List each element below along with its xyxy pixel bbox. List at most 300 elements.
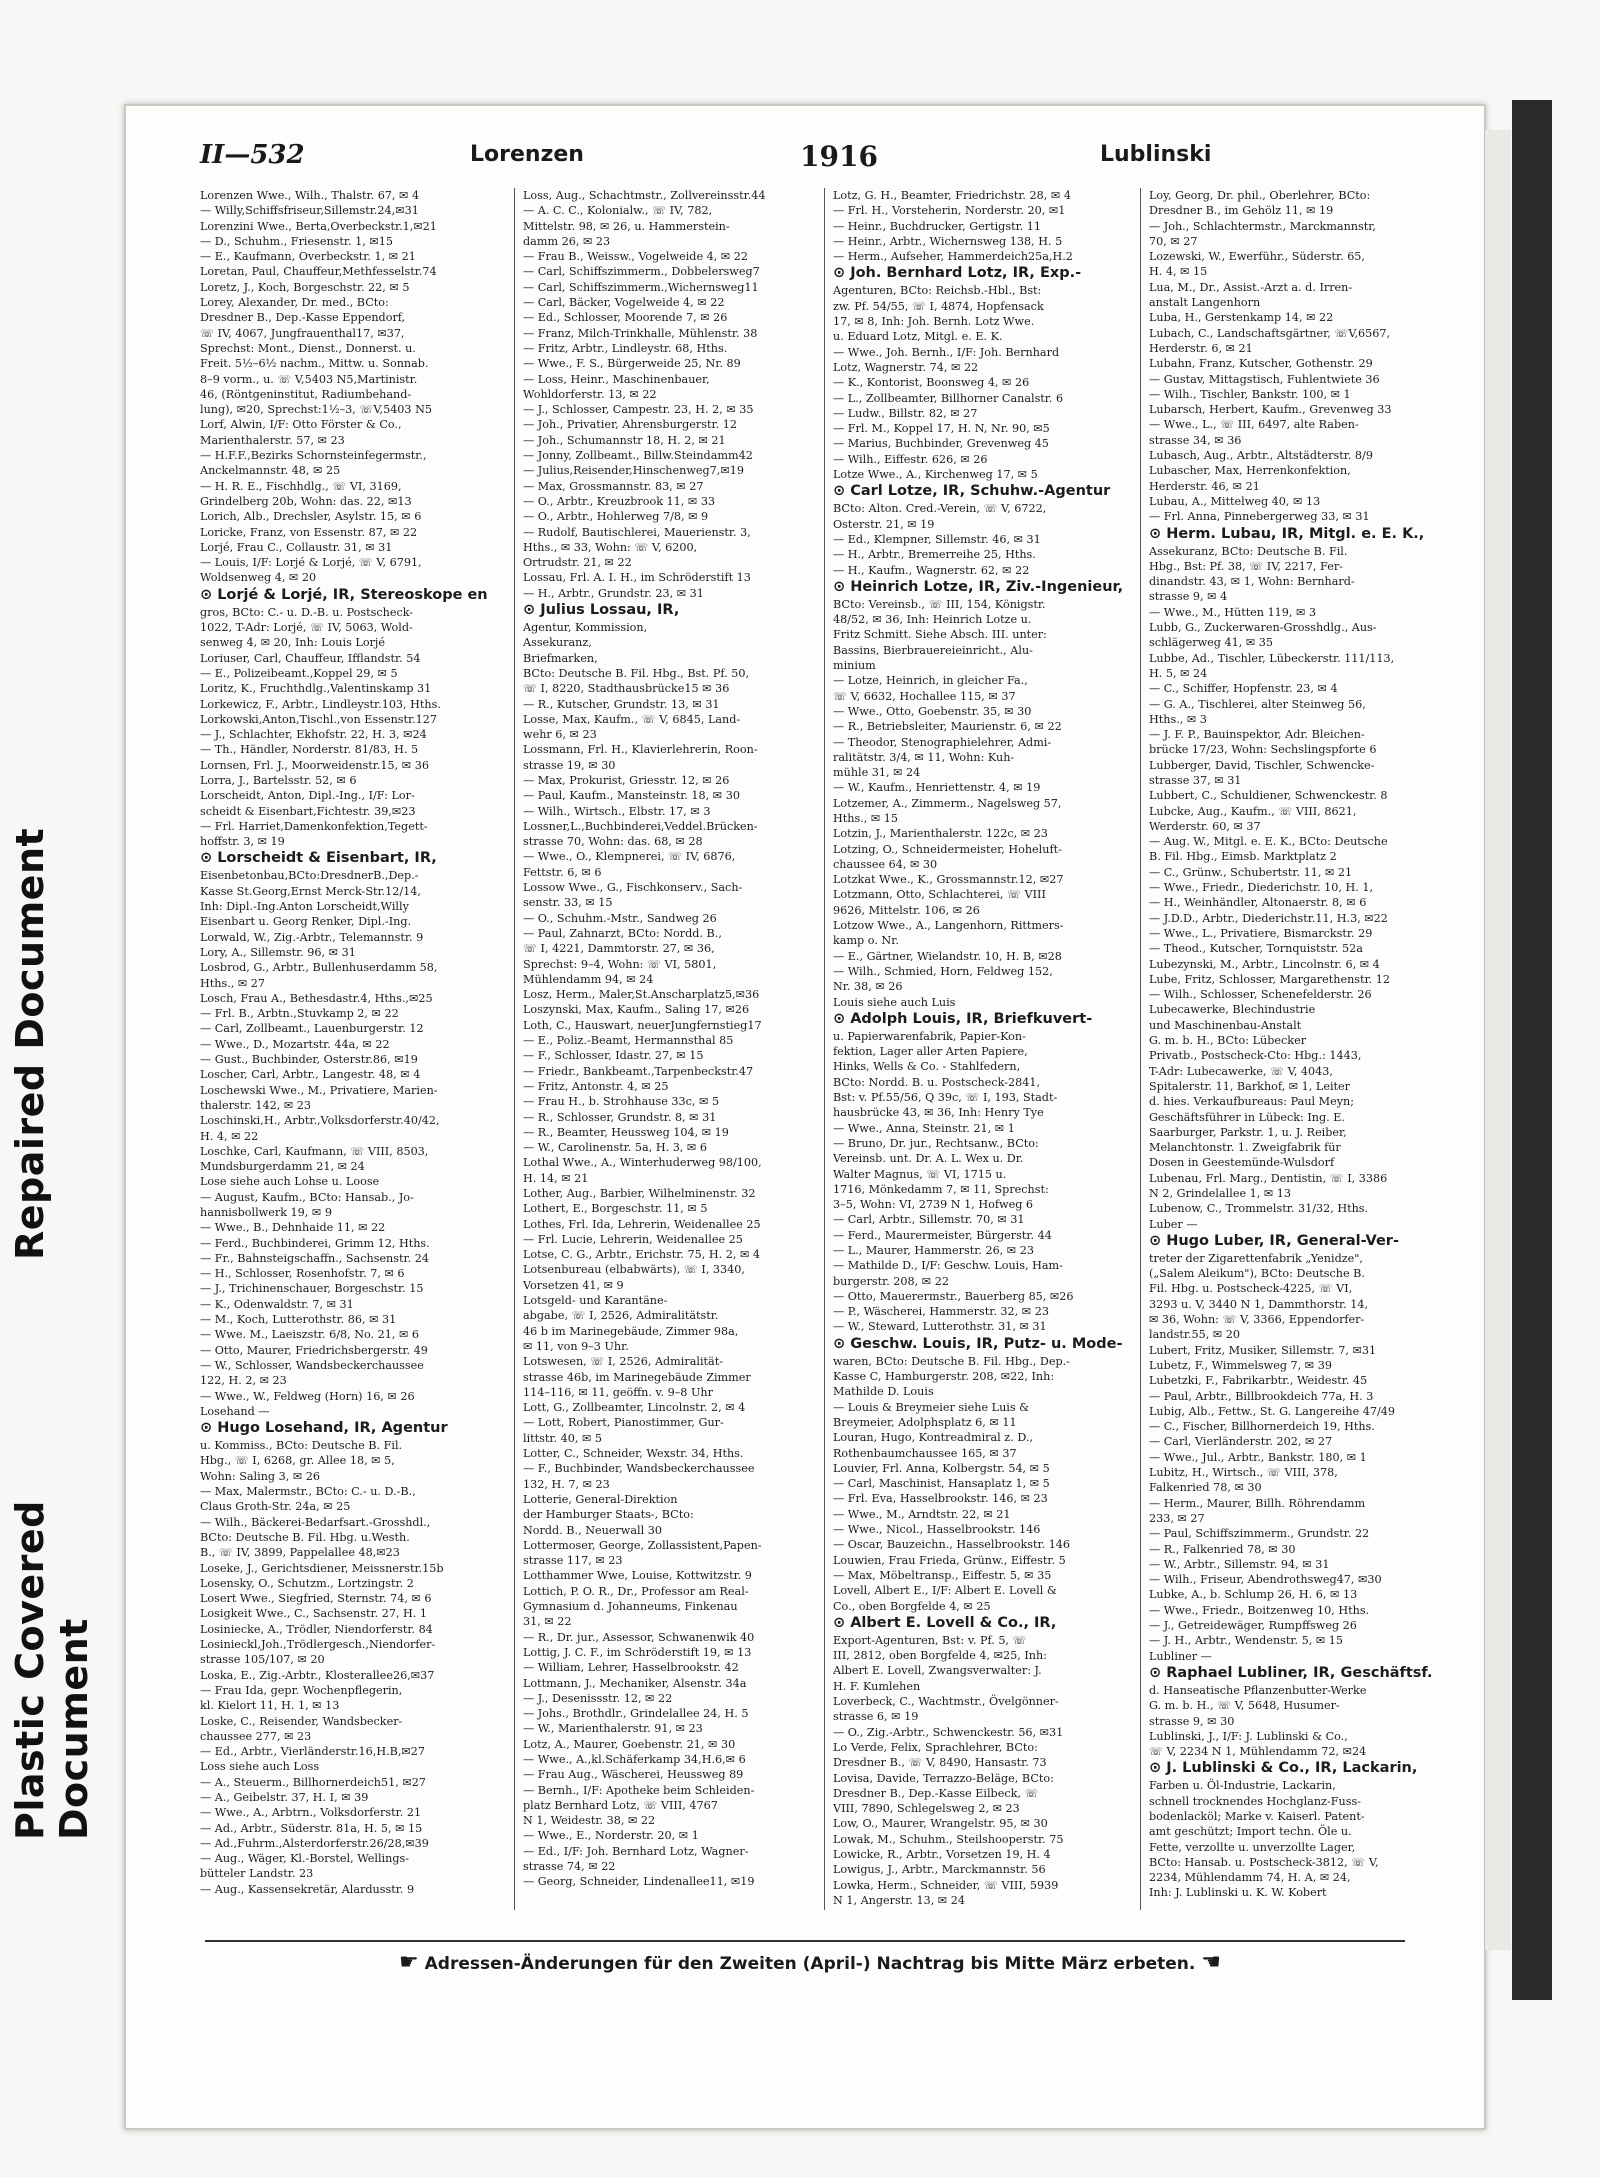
directory-entry: — E., Polizeibeamt.,Koppel 29, ✉ 5 (200, 666, 398, 680)
plastic-covered-label: Plastic Covered Document (8, 1500, 96, 1840)
directory-entry: — C., Fischer, Billhornerdeich 19, Hths. (1149, 1420, 1375, 1434)
directory-entry: N 2, Grindelallee 1, ✉ 13 (1149, 1187, 1292, 1200)
directory-entry: — Carl, Bäcker, Vogelweide 4, ✉ 22 (523, 296, 725, 310)
directory-entry: — Ludw., Billstr. 82, ✉ 27 (833, 406, 978, 420)
directory-entry: Lube, Fritz, Schlosser, Margarethenstr. 12 (1149, 972, 1391, 986)
directory-entry: waren, BCto: Deutsche B. Fil. Hbg., Dep.- (833, 1354, 1070, 1368)
directory-entry: Losz, Herm., Maler,St.Anscharplatz5,✉36 (523, 988, 760, 1002)
directory-entry: Lossau, Frl. A. I. H., im Schröderstift 13 (523, 571, 751, 585)
directory-entry: — Wwe., Anna, Steinstr. 21, ✉ 1 (833, 1121, 1015, 1135)
directory-entry: Loth, C., Hauswart, neuerJungfernstieg17 (523, 1018, 762, 1032)
directory-entry: — Wwe., O., Klempnerei, ☏ IV, 6876, (523, 850, 736, 864)
directory-entry: Briefmarken, (523, 651, 598, 665)
directory-entry: — Max, Malermstr., BCto: C.- u. D.-B., (200, 1485, 416, 1499)
directory-entry: Mittelstr. 98, ✉ 26, u. Hammerstein- (523, 219, 730, 233)
directory-entry: Werderstr. 60, ✉ 37 (1149, 819, 1261, 833)
directory-entry: Fettstr. 6, ✉ 6 (523, 865, 602, 879)
directory-entry: Lorjé, Frau C., Collaustr. 31, ✉ 31 (200, 540, 393, 554)
directory-entry: — J. H., Arbtr., Wendenstr. 5, ✉ 15 (1149, 1634, 1344, 1648)
directory-entry: B. Fil. Hbg., Eimsb. Marktplatz 2 (1149, 850, 1337, 864)
directory-entry: Lubberger, David, Tischler, Schwencke- (1149, 758, 1375, 772)
directory-entry: — Frau H., b. Strohhause 33c, ✉ 5 (523, 1095, 720, 1109)
directory-entry: — F., Schlosser, Idastr. 27, ✉ 15 (523, 1049, 704, 1063)
directory-entry: — Wilh., Bäckerei-Bedarfsart.-Grosshdl., (200, 1515, 431, 1529)
directory-entry: Lottich, P. O. R., Dr., Professor am Real- (523, 1584, 749, 1598)
directory-entry: landstr.55, ✉ 20 (1149, 1328, 1241, 1342)
directory-entry: — Ed., Schlosser, Moorende 7, ✉ 26 (523, 311, 728, 325)
directory-entry: BCto: Hansab. u. Postscheck-3812, ☏ V, (1149, 1855, 1379, 1869)
directory-entry: Nr. 38, ✉ 26 (833, 980, 903, 994)
directory-entry: Sprechst: 9–4, Wohn: ☏ VI, 5801, (523, 957, 717, 971)
directory-entry: BCto: Alton. Cred.-Verein, ☏ V, 6722, (833, 502, 1047, 516)
directory-entry: — K., Odenwaldstr. 7, ✉ 31 (200, 1297, 354, 1311)
directory-entry: — Aug. W., Mitgl. e. E. K., BCto: Deutsche (1149, 835, 1388, 849)
directory-entry: Lossner,L.,Buchbinderei,Veddel.Brücken- (523, 819, 758, 833)
directory-entry: Lothes, Frl. Ida, Lehrerin, Weidenallee 25 (523, 1217, 761, 1231)
directory-entry: Inh: J. Lublinski u. K. W. Kobert (1149, 1886, 1327, 1900)
directory-entry: ⊙ Raphael Lubliner, IR, Geschäftsf. (1149, 1664, 1433, 1681)
directory-entry: Loss siehe auch Loss (200, 1760, 320, 1774)
directory-entry: Dresdner B., Dep.-Kasse Eppendorf, (200, 311, 406, 325)
directory-entry: — Wwe., Nicol., Hasselbrookstr. 146 (833, 1523, 1041, 1537)
directory-entry: strasse 6, ✉ 19 (833, 1710, 919, 1724)
directory-entry: — Paul, Arbtr., Billbrookdeich 77a, H. 3 (1149, 1389, 1374, 1403)
directory-entry: Loszynski, Max, Kaufm., Saling 17, ✉26 (523, 1003, 750, 1017)
directory-entry: 2234, Mühlendamm 74, H. A, ✉ 24, (1149, 1871, 1351, 1885)
directory-entry: Lubig, Alb., Fettw., St. G. Langereihe 47/49 (1149, 1404, 1395, 1418)
directory-entry: — Wwe., D., Mozartstr. 44a, ✉ 22 (200, 1037, 390, 1051)
directory-entry: — Fritz, Arbtr., Lindleystr. 68, Hths. (523, 341, 728, 355)
directory-entry: Lorkewicz, F., Arbtr., Lindleystr.103, Hths. (200, 697, 441, 711)
directory-entry: — Wwe., A.,kl.Schäferkamp 34,H.6,✉ 6 (523, 1752, 746, 1766)
footer-rule (205, 1940, 1405, 1942)
directory-entry: u. Kommiss., BCto: Deutsche B. Fil. (200, 1439, 403, 1453)
pointing-hand-left-icon: ☚ (1201, 1950, 1222, 1975)
directory-entry: — Frau Aug., Wäscherei, Heussweg 89 (523, 1768, 744, 1782)
directory-entry: Lubahn, Franz, Kutscher, Gothenstr. 29 (1149, 357, 1373, 371)
directory-entry: Falkenried 78, ✉ 30 (1149, 1481, 1262, 1495)
directory-entry: Lotterie, General-Direktion (523, 1492, 678, 1506)
directory-entry: — Bernh., I/F: Apotheke beim Schleiden- (523, 1783, 755, 1797)
directory-entry: — E., Gärtner, Wielandstr. 10, H. B, ✉28 (833, 949, 1062, 963)
directory-entry: Fritz Schmitt. Siehe Absch. III. unter: (833, 628, 1047, 642)
directory-entry: Export-Agenturen, Bst: v. Pf. 5, ☏ (833, 1633, 1027, 1647)
directory-entry: ✉ 36, Wohn: ☏ V, 3366, Eppendorfer- (1149, 1313, 1365, 1327)
directory-entry: Loretan, Paul, Chauffeur,Methfesselstr.74 (200, 265, 437, 279)
directory-entry: Lornsen, Frl. J., Moorweidenstr.15, ✉ 36 (200, 758, 429, 772)
directory-entry: — Oscar, Bauzeichn., Hasselbrookstr. 146 (833, 1538, 1071, 1552)
directory-entry: Spitalerstr. 11, Barkhof, ✉ 1, Leiter (1149, 1079, 1350, 1093)
directory-entry: — C., Schiffer, Hopfenstr. 23, ✉ 4 (1149, 682, 1338, 696)
directory-entry: Lubb, G., Zuckerwaren-Grosshdlg., Aus- (1149, 621, 1377, 635)
directory-entry: Albert E. Lovell, Zwangsverwalter: J. (833, 1664, 1042, 1678)
directory-entry: Loseke, J., Gerichtsdiener, Meissnerstr.15b (200, 1561, 444, 1575)
directory-entry: mühle 31, ✉ 24 (833, 766, 921, 780)
directory-entry: — Wilh., Schlosser, Schenefelderstr. 26 (1149, 988, 1372, 1002)
directory-entry: — Ed., I/F: Joh. Bernhard Lotz, Wagner- (523, 1844, 749, 1858)
directory-entry: — L., Maurer, Hammerstr. 26, ✉ 23 (833, 1244, 1034, 1257)
directory-entry: Gymnasium d. Johanneums, Finkenau (523, 1600, 738, 1614)
directory-entry: Lorich, Alb., Drechsler, Asylstr. 15, ✉ 6 (200, 510, 422, 524)
page-number: II—532 (200, 140, 305, 170)
directory-entry: Lubenau, Frl. Marg., Dentistin, ☏ I, 3386 (1149, 1171, 1388, 1185)
directory-entry: Lubarsch, Herbert, Kaufm., Grevenweg 33 (1149, 403, 1392, 417)
directory-entry: Mühlendamm 94, ✉ 24 (523, 972, 654, 986)
directory-entry: Lotzow Wwe., A., Langenhorn, Rittmers- (833, 919, 1064, 933)
directory-entry: Lose siehe auch Lohse u. Loose (200, 1175, 380, 1189)
directory-entry: — W., Carolinenstr. 5a, H. 3, ✉ 6 (523, 1141, 707, 1155)
directory-entry: — W., Schlosser, Wandsbeckerchaussee (200, 1358, 424, 1372)
directory-entry: d. Hanseatische Pflanzenbutter-Werke (1149, 1683, 1367, 1697)
directory-entry: T-Adr: Lubecawerke, ☏ V, 4043, (1149, 1064, 1333, 1078)
directory-entry: VIII, 7890, Schlegelsweg 2, ✉ 23 (833, 1802, 1020, 1816)
directory-entry: Claus Groth-Str. 24a, ✉ 25 (200, 1500, 351, 1514)
directory-entry: — J., Desenissstr. 12, ✉ 22 (523, 1691, 673, 1705)
directory-entry: Loss, Aug., Schachtmstr., Zollvereinsstr.44 (523, 189, 766, 202)
directory-entry: strasse 9, ✉ 30 (1149, 1714, 1235, 1728)
directory-entry: Hths., ✉ 3 (1149, 712, 1207, 726)
directory-entry: Lublinski, J., I/F: J. Lublinski & Co., (1149, 1729, 1348, 1743)
directory-entry: Losiniecke, A., Trödler, Niendorferstr. 84 (200, 1622, 433, 1636)
directory-entry: — J., Schlosser, Campestr. 23, H. 2, ✉ 35 (523, 403, 754, 417)
directory-entry: — Frl. B., Arbtn.,Stuvkamp 2, ✉ 22 (200, 1007, 399, 1021)
directory-entry: Lubau, A., Mittelweg 40, ✉ 13 (1149, 494, 1321, 508)
directory-entry: Hbg., ☏ I, 6268, gr. Allee 18, ✉ 5, (200, 1454, 395, 1468)
directory-entry: — Joh., Privatier, Ahrensburgerstr. 12 (523, 418, 737, 432)
directory-entry: Kasse C, Hamburgerstr. 208, ✉22, Inh: (833, 1370, 1055, 1384)
directory-entry: Agentur, Kommission, (523, 621, 648, 635)
directory-entry: Lubke, A., b. Schlump 26, H. 6, ✉ 13 (1149, 1588, 1358, 1602)
directory-entry: Loricke, Franz, von Essenstr. 87, ✉ 22 (200, 525, 418, 539)
directory-entry: — Wwe., F. S., Bürgerweide 25, Nr. 89 (523, 357, 741, 371)
directory-entry: Kasse St.Georg,Ernst Merck-Str.12/14, (200, 884, 421, 898)
directory-entry: — Ferd., Maurermeister, Bürgerstr. 44 (833, 1228, 1052, 1242)
directory-entry: Losert Wwe., Siegfried, Sternstr. 74, ✉ 6 (200, 1592, 432, 1606)
directory-entry: Sprechst: Mont., Dienst., Donnerst. u. (200, 341, 416, 355)
pointing-hand-icon: ☛ (398, 1950, 419, 1975)
directory-entry: — Rudolf, Bautischlerei, Mauerienstr. 3, (523, 525, 751, 539)
directory-entry: Louis siehe auch Luis (833, 995, 956, 1009)
directory-entry: — Wwe., Otto, Goebenstr. 35, ✉ 30 (833, 704, 1032, 718)
directory-entry: senstr. 33, ✉ 15 (523, 896, 613, 910)
directory-entry: ☏ V, 2234 N 1, Mühlendamm 72, ✉24 (1149, 1745, 1367, 1759)
directory-entry: strasse 46b, im Marinegebäude Zimmer (523, 1370, 751, 1384)
directory-entry: — Paul, Zahnarzt, BCto: Nordd. B., (523, 926, 722, 940)
header-year: 1916 (800, 140, 878, 173)
directory-entry: — Wwe., Friedr., Diederichstr. 10, H. 1, (1149, 881, 1374, 895)
directory-entry: — Frl. Lucie, Lehrerin, Weidenallee 25 (523, 1232, 743, 1246)
directory-entry: BCto: Nordd. B. u. Postscheck-2841, (833, 1075, 1041, 1089)
directory-entry: Losse, Max, Kaufm., ☏ V, 6845, Land- (523, 712, 741, 726)
directory-entry: Lubcke, Aug., Kaufm., ☏ VIII, 8621, (1149, 804, 1357, 818)
directory-entry: — Frl. H., Vorsteherin, Norderstr. 20, ✉1 (833, 204, 1066, 218)
directory-entry: littstr. 40, ✉ 5 (523, 1431, 603, 1445)
directory-entry: ⊙ Lorjé & Lorjé, IR, Stereoskope en (200, 586, 488, 603)
directory-entry: bütteler Landstr. 23 (200, 1867, 314, 1881)
directory-entry: und Maschinenbau-Anstalt (1149, 1018, 1302, 1032)
directory-entry: Losensky, O., Schutzm., Lortzingstr. 2 (200, 1576, 414, 1590)
directory-entry: Lubach, C., Landschaftsgärtner, ☏V,6567, (1149, 326, 1391, 340)
directory-entry: Lotz, A., Maurer, Goebenstr. 21, ✉ 30 (523, 1737, 736, 1751)
directory-entry: ⊙ Hugo Luber, IR, General-Ver- (1149, 1232, 1399, 1249)
directory-entry: Lubliner — (1149, 1649, 1212, 1663)
directory-entry: wehr 6, ✉ 23 (523, 728, 597, 742)
directory-entry: — Fr., Bahnsteigschaffn., Sachsenstr. 24 (200, 1251, 429, 1265)
directory-entry: — Frau B., Weissw., Vogelweide 4, ✉ 22 (523, 250, 749, 264)
directory-entry: Loretz, J., Koch, Borgeschstr. 22, ✉ 5 (200, 280, 410, 294)
directory-entry: H. F. Kumlehen (833, 1679, 921, 1693)
directory-entry: 17, ✉ 8, Inh: Joh. Bernh. Lotz Wwe. (833, 315, 1035, 329)
directory-entry: Lowigus, J., Arbtr., Marckmannstr. 56 (833, 1863, 1046, 1877)
directory-entry: — Max, Möbeltransp., Eiffestr. 5, ✉ 35 (833, 1568, 1052, 1582)
directory-entry: — Heinr., Arbtr., Wichernsweg 138, H. 5 (833, 234, 1063, 248)
directory-entry: G. m. b. H., BCto: Lübecker (1149, 1034, 1307, 1048)
directory-entry: Lorey, Alexander, Dr. med., BCto: (200, 296, 389, 310)
directory-entry: Lothert, E., Borgeschstr. 11, ✉ 5 (523, 1202, 708, 1216)
directory-entry: Inh: Dipl.-Ing.Anton Lorscheidt,Willy (200, 900, 409, 914)
directory-entry: Lowicke, R., Arbtr., Vorsetzen 19, H. 4 (833, 1847, 1051, 1861)
directory-entry: Hths., ✉ 15 (833, 811, 899, 825)
directory-entry: Lorf, Alwin, I/F: Otto Förster & Co., (200, 418, 402, 432)
directory-entry: Mundsburgerdamm 21, ✉ 24 (200, 1160, 365, 1174)
directory-entry: — Otto, Maurer, Friedrichsbergerstr. 49 (200, 1343, 428, 1357)
directory-entry: BCto: Deutsche B. Fil. Hbg. u.Westh. (200, 1530, 410, 1544)
directory-entry: Lorwald, W., Zig.-Arbtr., Telemannstr. 9 (200, 930, 424, 944)
directory-entry: N 1, Weidestr. 38, ✉ 22 (523, 1814, 656, 1828)
directory-entry: Lorra, J., Bartelsstr. 52, ✉ 6 (200, 773, 357, 787)
directory-entry: Farben u. Öl-Industrie, Lackarin, (1149, 1779, 1336, 1793)
directory-entry: Lozewski, W., Ewerführ., Süderstr. 65, (1149, 250, 1365, 264)
directory-entry: Vorsetzen 41, ✉ 9 (523, 1278, 624, 1292)
directory-entry: Nordd. B., Neuerwall 30 (523, 1523, 662, 1537)
directory-entry: Lubbe, Ad., Tischler, Lübeckerstr. 111/113, (1149, 651, 1395, 665)
directory-entry: Lubezynski, M., Arbtr., Lincolnstr. 6, ✉ 4 (1149, 957, 1380, 971)
directory-entry: H. 14, ✉ 21 (523, 1171, 589, 1185)
directory-entry: Lotsenbureau (elbabwärts), ☏ I, 3340, (523, 1263, 745, 1277)
directory-entry: — W., Arbtr., Sillemstr. 94, ✉ 31 (1149, 1557, 1330, 1571)
directory-entry: — Paul, Schiffszimmerm., Grundstr. 22 (1149, 1527, 1370, 1541)
directory-entry: Lottig, J. C. F., im Schröderstift 19, ✉ 13 (523, 1645, 752, 1659)
directory-entry: — R., Beamter, Heussweg 104, ✉ 19 (523, 1125, 729, 1139)
directory-entry: fektion, Lager aller Arten Papiere, (833, 1045, 1028, 1059)
directory-entry: 3–5, Wohn: VI, 2739 N 1, Hofweg 6 (833, 1198, 1034, 1212)
directory-entry: 46, (Röntgeninstitut, Radiumbehand- (200, 387, 412, 401)
directory-entry: H. 4, ✉ 15 (1149, 265, 1208, 279)
directory-entry: Anckelmannstr. 48, ✉ 25 (200, 464, 341, 478)
directory-entry: — H., Arbtr., Grundstr. 23, ✉ 31 (523, 586, 704, 600)
directory-entry: ⊙ J. Lublinski & Co., IR, Lackarin, (1149, 1760, 1418, 1777)
directory-entry: — J.D.D., Arbtr., Diederichstr.11, H.3, ✉22 (1149, 911, 1388, 925)
directory-entry: Hinks, Wells & Co. - Stahlfedern, (833, 1060, 1021, 1074)
directory-entry: Fette, verzollte u. unverzollte Lager, (1149, 1840, 1356, 1854)
directory-entry: — Wilh., Friseur, Abendrothsweg47, ✉30 (1149, 1573, 1382, 1587)
directory-entry: — K., Kontorist, Boonsweg 4, ✉ 26 (833, 376, 1030, 390)
directory-entry: — Willy,Schiffsfriseur,Sillemstr.24,✉31 (200, 204, 419, 218)
directory-entry: Lotswesen, ☏ I, 2526, Admiralität- (523, 1355, 723, 1369)
directory-entry: — Johs., Brothdlr., Grindelallee 24, H. 5 (523, 1707, 749, 1721)
directory-entry: Dresdner B., ☏ V, 8490, Hansastr. 73 (833, 1756, 1047, 1770)
directory-entry: Agenturen, BCto: Reichsb.-Hbl., Bst: (833, 284, 1042, 298)
directory-entry: strasse 105/107, ✉ 20 (200, 1653, 325, 1667)
directory-entry: Osterstr. 21, ✉ 19 (833, 517, 935, 531)
adjacent-page-edge (1484, 130, 1511, 1950)
repaired-document-label: Repaired Document (8, 827, 52, 1260)
directory-entry: — Joh., Schlachtermstr., Marckmannstr, (1149, 219, 1376, 233)
directory-entry: ⊙ Hugo Losehand, IR, Agentur (200, 1420, 448, 1437)
directory-entry: — Frl. Eva, Hasselbrookstr. 146, ✉ 23 (833, 1492, 1048, 1506)
directory-entry: — Paul, Kaufm., Mansteinstr. 18, ✉ 30 (523, 789, 740, 803)
directory-entry: 46 b im Marinegebäude, Zimmer 98a, (523, 1324, 739, 1338)
directory-entry: lung), ✉20, Sprechst:1½–3, ☏V,5403 N5 (200, 403, 433, 417)
directory-entry: ☏ I, 8220, Stadthausbrücke15 ✉ 36 (523, 682, 730, 696)
directory-entry: Rothenbaumchaussee 165, ✉ 37 (833, 1446, 1017, 1460)
directory-entry: — J., Trichinenschauer, Borgeschstr. 15 (200, 1282, 424, 1296)
directory-entry: („Salem Aleikum"), BCto: Deutsche B. (1149, 1267, 1365, 1281)
directory-entry: — Gustav, Mittagstisch, Fuhlentwiete 36 (1149, 372, 1380, 386)
directory-entry: Low, O., Maurer, Wrangelstr. 95, ✉ 30 (833, 1817, 1048, 1831)
directory-entry: 70, ✉ 27 (1149, 234, 1198, 248)
directory-entry: — Aug., Wäger, Kl.-Borstel, Wellings- (200, 1852, 410, 1866)
directory-entry: 1716, Mönkedamm 7, ✉ 11, Sprechst: (833, 1182, 1049, 1196)
directory-entry: — E., Kaufmann, Overbeckstr. 1, ✉ 21 (200, 250, 416, 264)
directory-entry: 31, ✉ 22 (523, 1615, 572, 1629)
directory-entry: — Ed., Arbtr., Vierländerstr.16,H.B,✉27 (200, 1745, 426, 1759)
directory-entry: strasse 74, ✉ 22 (523, 1860, 616, 1874)
directory-entry: — Wwe., Joh. Bernh., I/F: Joh. Bernhard (833, 345, 1060, 359)
directory-entry: Marienthalerstr. 57, ✉ 23 (200, 433, 345, 447)
directory-entry: u. Eduard Lotz, Mitgl. e. E. K. (833, 330, 1003, 344)
directory-entry: Loschke, Carl, Kaufmann, ☏ VIII, 8503, (200, 1144, 429, 1158)
directory-entry: G. m. b. H., ☏ V, 5648, Husumer- (1149, 1699, 1340, 1713)
directory-entry: Loschewski Wwe., M., Privatiere, Marien- (200, 1083, 438, 1097)
directory-entry: Lotthammer Wwe, Louise, Kottwitzstr. 9 (523, 1569, 752, 1583)
footer-notice-text: Adressen-Änderungen für den Zweiten (April-) Nachtrag bis Mitte März erbeten. (424, 1954, 1196, 1974)
directory-entry: — Theod., Kutscher, Tornquiststr. 52a (1149, 942, 1363, 956)
directory-entry: Lubetzki, F., Fabrikarbtr., Weidestr. 45 (1149, 1374, 1368, 1388)
directory-entry: — H.F.F.,Bezirks Schornsteinfegermstr., (200, 449, 427, 463)
column-2 (514, 188, 819, 1910)
directory-entry: Lotz, Wagnerstr. 74, ✉ 22 (833, 360, 979, 374)
directory-entry: Lottmann, J., Mechaniker, Alsenstr. 34a (523, 1676, 747, 1690)
directory-entry: ☏ IV, 4067, Jungfrauenthal17, ✉37, (200, 326, 405, 340)
directory-entry: — Wilh., Schmied, Horn, Feldweg 152, (833, 964, 1053, 978)
directory-entry: Lowka, Herm., Schneider, ☏ VIII, 5939 (833, 1878, 1059, 1892)
directory-entry: abgabe, ☏ I, 2526, Admiralitätstr. (523, 1309, 719, 1323)
header-last-name: Lublinski (1100, 142, 1212, 167)
directory-entry: — Wwe., Jul., Arbtr., Bankstr. 180, ✉ 1 (1149, 1450, 1367, 1464)
directory-entry: — Th., Händler, Norderstr. 81/83, H. 5 (200, 743, 419, 757)
directory-entry: Woldsenweg 4, ✉ 20 (200, 571, 317, 585)
directory-entry: — L., Zollbeamter, Billhorner Canalstr. 6 (833, 391, 1064, 405)
directory-entry: Co., oben Borgfelde 4, ✉ 25 (833, 1599, 991, 1613)
directory-entry: BCto: Deutsche B. Fil. Hbg., Bst. Pf. 50, (523, 666, 750, 680)
directory-entry: Lotter, C., Schneider, Wexstr. 34, Hths. (523, 1447, 744, 1461)
directory-entry: Lubecawerke, Blechindustrie (1149, 1003, 1316, 1017)
directory-entry: — Carl, Schiffszimmerm., Dobbelersweg7 (523, 265, 760, 279)
directory-entry: ralitätstr. 3/4, ✉ 11, Wohn: Kuh- (833, 750, 1015, 764)
directory-entry: Dresdner B., im Gehölz 11, ✉ 19 (1149, 204, 1334, 218)
directory-entry: — D., Schuhm., Friesenstr. 1, ✉15 (200, 234, 393, 248)
directory-entry: hausbrücke 43, ✉ 36, Inh: Henry Tye (833, 1106, 1044, 1120)
directory-entry: Lotzin, J., Marienthalerstr. 122c, ✉ 23 (833, 827, 1048, 841)
directory-entry: Wohn: Saling 3, ✉ 26 (200, 1469, 321, 1483)
directory-entry: Luba, H., Gerstenkamp 14, ✉ 22 (1149, 311, 1334, 325)
directory-entry: Lubbert, C., Schuldiener, Schwenckestr. 8 (1149, 789, 1388, 803)
directory-entry: ⊙ Albert E. Lovell & Co., IR, (833, 1614, 1057, 1631)
directory-entry: Lubascher, Max, Herrenkonfektion, (1149, 464, 1351, 478)
directory-entry: — Wwe., E., Norderstr. 20, ✉ 1 (523, 1829, 699, 1843)
directory-entry: hoffstr. 3, ✉ 19 (200, 835, 285, 849)
directory-entry: ⊙ Joh. Bernhard Lotz, IR, Exp.- (833, 265, 1082, 282)
directory-entry: ⊙ Herm. Lubau, IR, Mitgl. e. E. K., (1149, 525, 1425, 542)
directory-entry: — Loss, Heinr., Maschinenbauer, (523, 372, 710, 386)
directory-entry: senweg 4, ✉ 20, Inh: Louis Lorjé (200, 636, 385, 650)
directory-entry: — Lotze, Heinrich, in gleicher Fa., (833, 674, 1028, 688)
directory-entry: Vereinsb. unt. Dr. A. L. Wex u. Dr. (833, 1152, 1024, 1166)
directory-entry: Melanchtonstr. 1. Zweigfabrik für (1149, 1141, 1341, 1155)
directory-entry: Breymeier, Adolphsplatz 6, ✉ 11 (833, 1415, 1017, 1429)
directory-entry: — R., Kutscher, Grundstr. 13, ✉ 31 (523, 697, 720, 711)
directory-entry: Eisenbetonbau,BCto:DresdnerB.,Dep.- (200, 869, 419, 883)
directory-entry: Loske, C., Reisender, Wandsbecker- (200, 1714, 403, 1728)
directory-entry: — Carl, Maschinist, Hansaplatz 1, ✉ 5 (833, 1477, 1050, 1491)
directory-entry: 233, ✉ 27 (1149, 1511, 1205, 1525)
directory-entry: strasse 117, ✉ 23 (523, 1554, 623, 1568)
directory-entry: Lotzmann, Otto, Schlachterei, ☏ VIII (833, 888, 1046, 902)
directory-entry: — Louis, I/F: Lorjé & Lorjé, ☏ V, 6791, (200, 556, 422, 570)
directory-entry: bodenlacköl; Marke v. Kaiserl. Patent- (1149, 1809, 1365, 1823)
directory-entry: platz Bernhard Lotz, ☏ VIII, 4767 (523, 1798, 718, 1812)
directory-entry: Lotzing, O., Schneidermeister, Hoheluft- (833, 842, 1062, 856)
directory-entry: ⊙ Julius Lossau, IR, (523, 602, 680, 619)
directory-entry: chaussee 64, ✉ 30 (833, 857, 938, 871)
directory-entry: Lubert, Fritz, Musiker, Sillemstr. 7, ✉31 (1149, 1343, 1377, 1357)
directory-entry: — Bruno, Dr. jur., Rechtsanw., BCto: (833, 1136, 1039, 1150)
directory-entry: — H., Weinhändler, Altonaerstr. 8, ✉ 6 (1149, 896, 1367, 910)
directory-entry: Loritz, K., Fruchthdlg.,Valentinskamp 31 (200, 682, 432, 696)
directory-entry: ⊙ Adolph Louis, IR, Briefkuvert- (833, 1010, 1093, 1027)
directory-entry: — Frl. Anna, Pinnebergerweg 33, ✉ 31 (1149, 510, 1370, 524)
directory-entry: Lovell, Albert E., I/F: Albert E. Lovell & (833, 1584, 1057, 1598)
directory-entry: brücke 17/23, Wohn: Sechslingspforte 6 (1149, 743, 1377, 757)
directory-entry: Lubenow, C., Trommelstr. 31/32, Hths. (1149, 1202, 1369, 1216)
directory-entry: — Marius, Buchbinder, Grevenweg 45 (833, 437, 1049, 451)
directory-entry: — Friedr., Bankbeamt.,Tarpenbeckstr.47 (523, 1064, 754, 1078)
directory-entry: scheidt & Eisenbart,Fichtestr. 39,✉23 (200, 804, 416, 818)
book-edge-shadow (1512, 100, 1552, 2000)
directory-entry: Freit. 5½–6½ nachm., Mittw. u. Sonnab. (200, 357, 429, 371)
directory-columns (200, 188, 1462, 1910)
page-header (200, 140, 1460, 180)
directory-entry: ✉ 11, von 9–3 Uhr. (523, 1339, 629, 1353)
directory-entry: — R., Dr. jur., Assessor, Schwanenwik 40 (523, 1630, 755, 1644)
directory-entry: Lory, A., Sillemstr. 96, ✉ 31 (200, 945, 356, 959)
directory-entry: gros, BCto: C.- u. D.-B. u. Postscheck- (200, 605, 414, 619)
directory-entry: Lubetz, F., Wimmelsweg 7, ✉ 39 (1149, 1358, 1332, 1372)
directory-entry: — Ad.,Fuhrm.,Alsterdorferstr.26/28,✉39 (200, 1836, 429, 1850)
directory-entry: — Wwe. M., Laeiszstr. 6/8, No. 21, ✉ 6 (200, 1328, 420, 1342)
directory-entry: — O., Arbtr., Kreuzbrook 11, ✉ 33 (523, 494, 716, 508)
directory-entry: — Heinr., Buchdrucker, Gertigstr. 11 (833, 219, 1042, 233)
directory-entry: BCto: Vereinsb., ☏ III, 154, Königstr. (833, 597, 1046, 611)
directory-entry: damm 26, ✉ 23 (523, 234, 611, 248)
directory-entry: Lua, M., Dr., Assist.-Arzt a. d. Irren- (1149, 280, 1353, 294)
directory-entry: 9626, Mittelstr. 106, ✉ 26 (833, 903, 980, 917)
directory-entry: H. 5, ✉ 24 (1149, 666, 1208, 680)
directory-entry: u. Papierwarenfabrik, Papier-Kon- (833, 1029, 1026, 1043)
directory-entry: Lorenzen Wwe., Wilh., Thalstr. 67, ✉ 4 (200, 189, 420, 202)
directory-entry: — Carl, Arbtr., Sillemstr. 70, ✉ 31 (833, 1213, 1025, 1227)
